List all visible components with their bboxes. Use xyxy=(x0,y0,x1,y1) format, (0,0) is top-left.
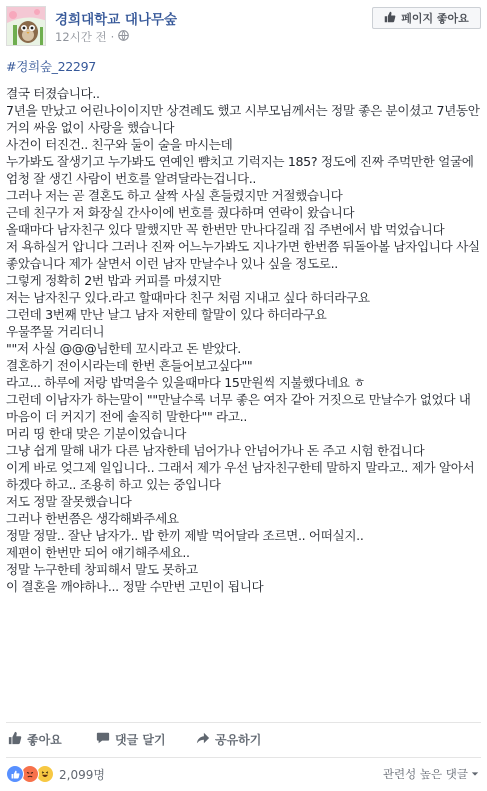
comment-label: 댓글 달기 xyxy=(115,733,166,747)
like-page-button[interactable] xyxy=(372,7,481,29)
post-line: 사건이 터진건.. 친구와 둘이 술을 마시는데 xyxy=(6,137,233,152)
post-header xyxy=(0,0,487,55)
post-timestamp[interactable]: 12시간 전 xyxy=(55,30,107,44)
page-name-link[interactable]: 경희대학교 대나무숲 xyxy=(55,12,178,28)
post-line: 제편이 한번만 되어 얘기해주세요.. xyxy=(6,545,190,560)
like-reaction-icon xyxy=(6,765,24,783)
post-meta xyxy=(55,29,129,45)
post-line: 저는 남자친구 있다.라고 할때마다 친구 처럼 지내고 싶다 하더라구요 xyxy=(6,290,370,305)
globe-icon xyxy=(118,30,129,44)
page-avatar[interactable] xyxy=(6,6,46,46)
post-body xyxy=(6,58,484,595)
share-arrow-icon xyxy=(196,731,210,748)
post-line: 라고... 하루에 저랑 밥먹을수 있을때마다 15만원씩 지불했다네요 ㅎ xyxy=(6,375,366,390)
post-line: 그런데 3번째 만난 날그 남자 저한테 할말이 있다 하더라구요 xyxy=(6,307,327,322)
like-page-label: 페이지 좋아요 xyxy=(401,12,469,25)
post-hashtag[interactable]: #경희숲_22297 xyxy=(6,59,96,74)
post-line: 7년을 만났고 어린나이이지만 상견례도 했고 시부모님께서는 정말 좋은 분이셨고 7년동안 거의 싸움 없이 사랑을 했습니다 xyxy=(6,103,484,135)
post-line: 저 욕하실거 압니다 그러나 진짜 어느누가봐도 지나가면 한번쯤 뒤돌아볼 남자입니다 사실 좋았습니다 제가 살면서 이런 남자 만날수나 있나 싶을 정도로.. xyxy=(6,239,484,271)
post-line: 그러나 한번쯤은 생각해봐주세요 xyxy=(6,511,179,526)
thumbs-up-icon xyxy=(384,11,396,26)
post-line: 결국 터졌습니다.. xyxy=(6,86,100,101)
post-line: 결혼하기 전이시라는데 한번 흔들어보고싶다"" xyxy=(6,358,253,373)
divider xyxy=(6,722,481,723)
comment-sort-label: 관련성 높은 댓글 xyxy=(382,767,468,781)
post-line: 그런데 이남자가 하는말이 ""만날수록 너무 좋은 여자 같아 거짓으로 만날수가 없었다 내 마음이 더 커지기 전에 솔직히 말한다"" 라고.. xyxy=(6,392,475,424)
post-line: 근데 친구가 저 화장실 간사이에 번호를 줬다하며 연락이 왔습니다 xyxy=(6,205,355,220)
meta-separator: · xyxy=(110,30,115,44)
divider xyxy=(6,757,481,758)
share-button[interactable] xyxy=(196,731,261,748)
reactions-summary[interactable] xyxy=(6,764,105,784)
post-line: 저도 정말 잘못했습니다 xyxy=(6,494,132,509)
post-line: 정말 누구한테 창피해서 말도 못하고 xyxy=(6,562,198,577)
post-line: 이게 바로 엊그제 일입니다.. 그래서 제가 우선 남자친구한테 말하지 말라고.. 제가 알아서 하겠다 하고.. 조용히 하고 있는 중입니다 xyxy=(6,460,478,492)
post-line: 이 결혼을 깨야하나... 정말 수만번 고민이 됩니다 xyxy=(6,579,264,594)
chevron-down-icon xyxy=(471,767,479,781)
post-line: 우물쭈물 거리더니 xyxy=(6,324,105,339)
comment-button[interactable] xyxy=(96,731,166,748)
share-label: 공유하기 xyxy=(215,733,262,747)
post-line: 머리 띵 한대 맞은 기분이었습니다 xyxy=(6,426,187,441)
post-actions-bar xyxy=(0,724,487,754)
post-line: ""저 사실 @@@님한테 꼬시라고 돈 받았다. xyxy=(6,341,241,356)
post-line: 올때마다 남자친구 있다 말했지만 꼭 한번만 만나다길래 집 주변에서 밥 먹었습니다 xyxy=(6,222,445,237)
thumbs-up-icon xyxy=(8,731,22,748)
post-line: 누가봐도 잘생기고 누가봐도 연예인 뺨치고 기럭지는 185? 정도에 진짜 주먹만한 얼굴에 엄청 잘 생긴 사람이 번호를 알려달라는겁니다.. xyxy=(6,154,478,186)
like-label: 좋아요 xyxy=(27,733,62,747)
like-button[interactable] xyxy=(8,731,62,748)
post-line: 그렇게 정확히 2번 밥과 커피를 마셨지만 xyxy=(6,273,221,288)
post-line: 정말 정말.. 잘난 남자가.. 밥 한끼 제발 먹어달라 조르면.. 어떠실지.. xyxy=(6,528,364,543)
comment-icon xyxy=(96,731,110,748)
post-line: 그러나 저는 곧 결혼도 하고 살짝 사실 흔들렸지만 거절했습니다 xyxy=(6,188,343,203)
reaction-count[interactable]: 2,099명 xyxy=(59,767,105,782)
post-line: 그냥 쉽게 말해 내가 다른 남자한테 넘어가나 안넘어가나 돈 주고 시험 한겁니다 xyxy=(6,443,425,458)
comment-sort-dropdown[interactable] xyxy=(383,766,479,782)
